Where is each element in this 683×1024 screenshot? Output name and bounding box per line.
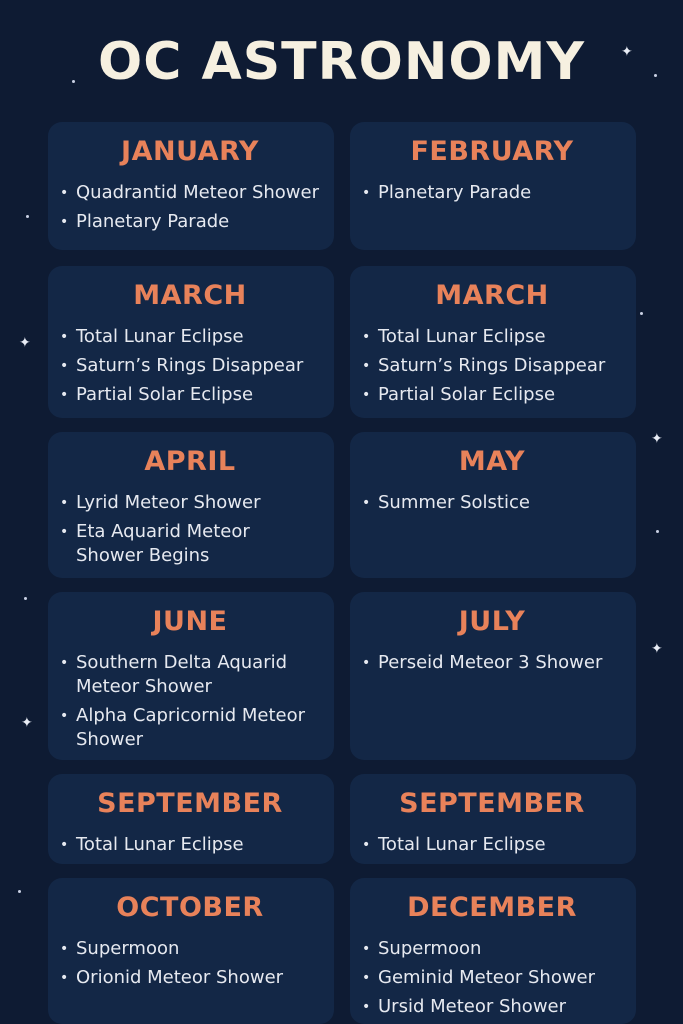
event-list xyxy=(362,181,622,205)
event-item: • Planetary Parade xyxy=(362,181,622,205)
month-heading: OCTOBER xyxy=(116,892,264,923)
event-item: • Alpha Capricornid Meteor Shower xyxy=(60,704,320,752)
event-item: • Partial Solar Eclipse xyxy=(362,383,622,407)
event-list xyxy=(60,181,320,234)
month-card-july xyxy=(350,592,636,760)
event-list xyxy=(60,325,320,407)
star-dot-icon xyxy=(24,597,27,600)
event-item: • Partial Solar Eclipse xyxy=(60,383,320,407)
sparkle-star-icon: ✦ xyxy=(621,44,633,60)
event-item: • Saturn’s Rings Disappear xyxy=(362,354,622,378)
event-item: • Perseid Meteor 3 Shower xyxy=(362,651,622,675)
month-heading: JANUARY xyxy=(121,136,259,167)
month-heading: MAY xyxy=(458,446,526,477)
event-item: • Supermoon xyxy=(362,937,622,961)
month-card-april xyxy=(48,432,334,578)
event-list xyxy=(362,491,622,515)
month-heading: MARCH xyxy=(133,280,247,311)
star-dot-icon xyxy=(26,215,29,218)
month-heading: DECEMBER xyxy=(407,892,577,923)
event-list xyxy=(60,491,320,568)
event-item: • Quadrantid Meteor Shower xyxy=(60,181,320,205)
event-list xyxy=(362,325,622,407)
month-card-september xyxy=(48,774,334,864)
month-heading: FEBRUARY xyxy=(410,136,574,167)
month-heading: JULY xyxy=(458,606,526,637)
sparkle-star-icon: ✦ xyxy=(651,641,663,657)
event-list xyxy=(362,833,622,857)
event-item: • Eta Aquarid Meteor Shower Begins xyxy=(60,520,320,568)
month-card-october xyxy=(48,878,334,1024)
event-item: • Planetary Parade xyxy=(60,210,320,234)
month-card-march xyxy=(350,266,636,418)
star-dot-icon xyxy=(656,530,659,533)
month-card-january xyxy=(48,122,334,250)
event-list xyxy=(362,937,622,1019)
month-card-december xyxy=(350,878,636,1024)
event-item: • Geminid Meteor Shower xyxy=(362,966,622,990)
month-card-march xyxy=(48,266,334,418)
event-item: • Ursid Meteor Shower xyxy=(362,995,622,1019)
month-heading: JUNE xyxy=(152,606,228,637)
month-card-may xyxy=(350,432,636,578)
month-card-september xyxy=(350,774,636,864)
event-item: • Summer Solstice xyxy=(362,491,622,515)
event-item: • Total Lunar Eclipse xyxy=(362,833,622,857)
event-item: • Supermoon xyxy=(60,937,320,961)
event-item: • Total Lunar Eclipse xyxy=(60,833,320,857)
event-item: • Saturn’s Rings Disappear xyxy=(60,354,320,378)
star-dot-icon xyxy=(640,312,643,315)
event-list xyxy=(60,937,320,990)
month-card-june xyxy=(48,592,334,760)
sparkle-star-icon: ✦ xyxy=(19,335,31,351)
sparkle-star-icon: ✦ xyxy=(651,431,663,447)
month-heading: SEPTEMBER xyxy=(97,788,283,819)
sparkle-star-icon: ✦ xyxy=(21,715,33,731)
month-heading: SEPTEMBER xyxy=(399,788,585,819)
event-item: • Southern Delta Aquarid Meteor Shower xyxy=(60,651,320,699)
event-list xyxy=(362,651,622,675)
month-card-february xyxy=(350,122,636,250)
star-dot-icon xyxy=(18,890,21,893)
event-item: • Total Lunar Eclipse xyxy=(362,325,622,349)
page-title: OC ASTRONOMY xyxy=(97,32,585,92)
month-heading: MARCH xyxy=(435,280,549,311)
event-list xyxy=(60,833,320,857)
event-item: • Orionid Meteor Shower xyxy=(60,966,320,990)
event-item: • Lyrid Meteor Shower xyxy=(60,491,320,515)
event-item: • Total Lunar Eclipse xyxy=(60,325,320,349)
month-heading: APRIL xyxy=(144,446,236,477)
event-list xyxy=(60,651,320,752)
